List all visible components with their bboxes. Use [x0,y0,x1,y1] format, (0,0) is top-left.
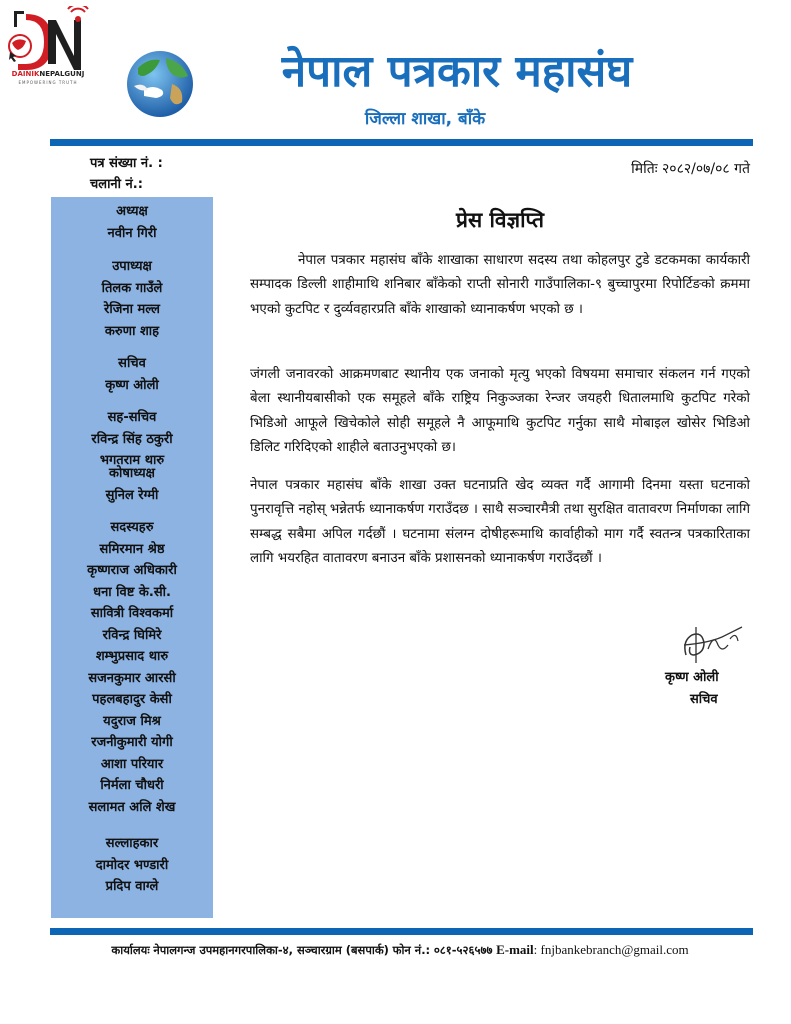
date: मितिः २०८२/०७/०८ गते [631,161,750,177]
paragraph-1: नेपाल पत्रकार महासंघ बाँके शाखाका साधारण सदस्य तथा कोहलपुर टुडे डटकमका कार्यकारी सम्पादक डिल्ली शाहीमाथि शनिबार बाँकेको राप्ती सोनारी गाउँपालिका-९ बुच्चापुरमा रिपोर्टिङको क्रममा भएको कुटपिट र दुर्व्यवहारप्रति बाँके शाखाको ध्यानाकर्षण भएको छ । [250,253,750,317]
organization-branch: जिल्ला शाखा, बाँके [364,109,486,129]
group-title: अध्यक्ष [116,204,148,219]
member-name: करुणा शाह [104,323,160,339]
member-name: रेजिना मल्ल [104,302,160,317]
email-address[interactable]: fnjbankebranch@gmail.com [540,942,689,957]
press-release-heading: प्रेस विज्ञप्ति [456,208,544,232]
office-label: कार्यालयः [111,943,150,957]
group-title: सदस्यहरु [110,520,154,535]
committee-group-treasurer [51,463,213,506]
logo-brand-text [4,70,92,78]
committee-group-vice-chair [51,256,213,342]
member-name: रविन्द्र घिमिरे [102,627,162,643]
reference-block [90,153,163,195]
organization-title: नेपाल पत्रकार महासंघ [281,46,633,97]
member-name: रविन्द्र सिंह ठकुरी [91,431,173,447]
committee-sidebar [51,197,213,918]
phone-label: फोन नं.: [392,943,431,957]
office-address: नेपालगन्ज उपमहानगरपालिका-४, सञ्चारग्राम (बसपार्क) [153,943,389,957]
member-name: कृष्ण ओली [105,377,159,393]
signatory [665,667,745,711]
member-name: नवीन गिरी [107,225,157,241]
member-name: निर्मला चौधरी [100,778,164,793]
dispatch-number-label: चलानी नं.: [90,177,143,192]
logo-brand-red: DAINIK [11,70,40,78]
phone-number: ०८१-५२६५७७ [433,943,493,957]
signatory-position: सचिव [690,692,718,707]
member-name: प्रदिप वाग्ले [105,879,159,894]
member-name: आशा परियार [100,756,164,772]
logo-brand-dark: NEPALGUNJ [39,70,85,78]
member-name: सुनिल रेग्मी [105,487,159,503]
signatory-name: कृष्ण ओली [665,670,719,685]
member-name: धना विष्ट के.सी. [93,584,171,600]
member-name: कृष्णराज अधिकारी [87,563,177,578]
handwritten-signature [678,615,748,667]
member-name: पहलबहादुर केसी [92,692,172,707]
member-name: यदुराज मिश्र [103,713,161,729]
member-name: समिरमान श्रेष्ठ [99,541,165,557]
member-name: भगतराम थारु [99,453,165,468]
committee-group-chair [51,201,213,244]
member-name: तिलक गाउँले [101,280,163,296]
group-title: उपाध्यक्ष [112,259,152,274]
logo-tagline: EMPOWERING TRUTH [18,80,78,85]
member-name: रजनीकुमारी योगी [91,735,173,750]
member-name: सावित्री विश्वकर्मा [90,606,174,621]
group-title: सचिव [118,356,146,371]
globe-dove-emblem [126,50,194,118]
group-title: सल्लाहकार [105,836,159,851]
paragraph-2: जंगली जनावरको आक्रमणबाट स्थानीय एक जनाको मृत्यु भएको विषयमा समाचार संकलन गर्न गएको बेला स्थानीयबासीको एक समूहले बाँके राष्ट्रिय निकुञ्जका रेन्जर जयहरी धितालमाथि कुटपिट गरेको भिडिओ आफूले खिचेकोले सोही समूहले नै आफूमाथि कुटपिट गर्नुका साथै मोबाइल खोसेर भिडिओ डिलिट गरिदिएको शाहीले बताउनुभएको छ। [250,367,750,455]
header-divider [50,139,753,146]
paragraph-3: नेपाल पत्रकार महासंघ बाँके शाखा उक्त घटनाप्रति खेद व्यक्त गर्दै आगामी दिनमा यस्ता घटनाको पुनरावृत्ति नहोस् भन्नेतर्फ ध्यानाकर्षण गराउँदछ । साथै सञ्चारमैत्री तथा सुरक्षित वातावरण निर्माणका लागि सम्बद्ध सबैमा अपिल गर्दछौं । घटनामा संलग्न दोषीहरूमाथि कार्वाहीको माग गर्दै स्वतन्त्र पत्रकारिताका लागि भयरहित वातावरण बनाउन बाँके प्रशासनको ध्यानाकर्षण गराउँदछौं । [250,478,750,566]
footer-divider [50,928,753,935]
group-title: सह-सचिव [107,410,157,425]
member-name: सजनकुमार आरसी [88,670,176,686]
letter-number-label: पत्र संख्या नं. : [90,156,163,171]
committee-group-joint-secretary [51,407,213,472]
committee-group-members [51,517,213,818]
member-name: शम्भुप्रसाद थारु [95,649,169,664]
committee-group-advisors [51,833,213,898]
committee-group-secretary [51,353,213,396]
email-label: E-mail [496,942,534,957]
footer-contact: कार्यालयः नेपालगन्ज उपमहानगरपालिका-४, सञ्चारग्राम (बसपार्क) फोन नं.: ०८१-५२६५७७ E-mail: fnjbankebranch@gmail.com [111,942,689,957]
member-name: दामोदर भण्डारी [95,857,169,873]
member-name: सलामत अलि शेख [88,799,176,815]
group-title: कोषाध्यक्ष [109,466,155,481]
